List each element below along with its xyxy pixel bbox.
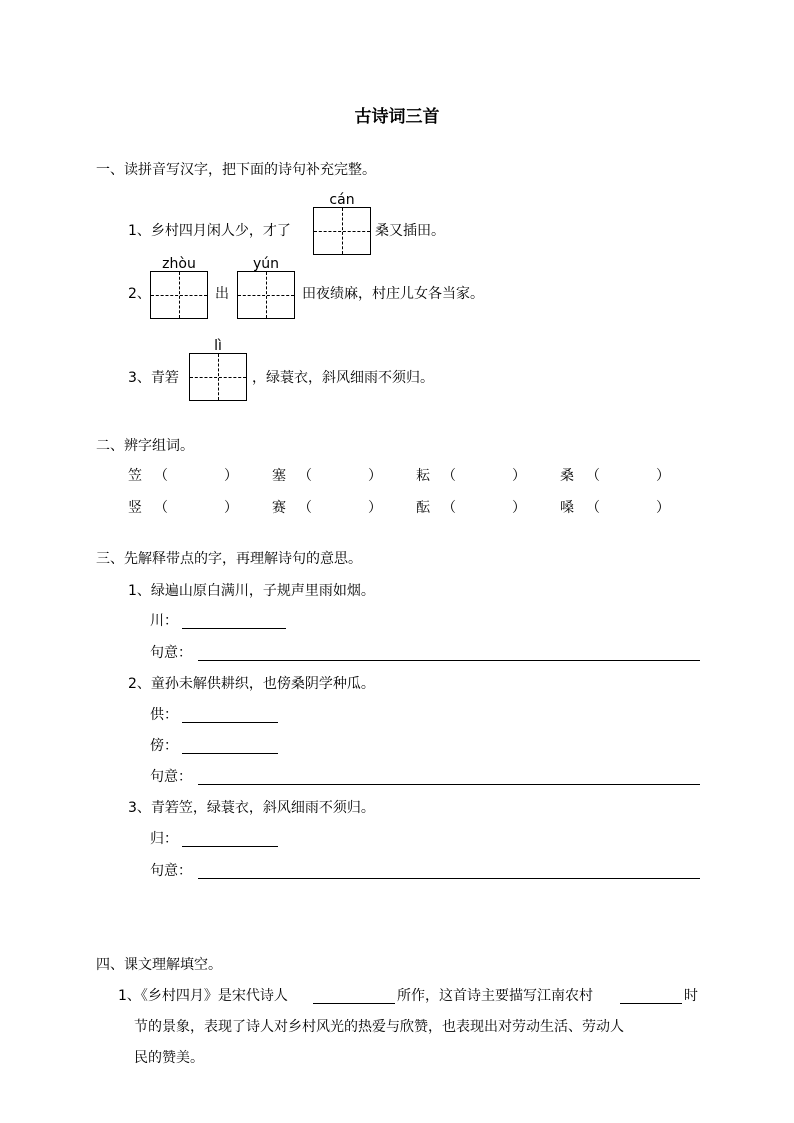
- s1-q2-writing-box-1[interactable]: [150, 271, 208, 319]
- s2-r1-c1-paren[interactable]: （ ）: [154, 468, 238, 484]
- s1-q1-before: 1、乡村四月闲人少，才了: [128, 223, 291, 239]
- s3-q3-meaning-label: 句意：: [150, 863, 192, 879]
- s1-q2-writing-box-2[interactable]: [237, 271, 295, 319]
- s1-q3-after: ，绿蓑衣，斜风细雨不须归。: [252, 370, 434, 386]
- s3-q1-line: 1、绿遍山原白满川，子规声里雨如烟。: [128, 583, 375, 599]
- s3-q3-line: 3、青箬笠，绿蓑衣，斜风细雨不须归。: [128, 800, 375, 816]
- s1-q3-writing-box[interactable]: [189, 353, 247, 401]
- s4-p2: 节的景象，表现了诗人对乡村风光的热爱与欣赞，也表现出对劳动生活、劳动人: [134, 1019, 624, 1035]
- s2-r2-c2-paren[interactable]: （ ）: [298, 500, 382, 516]
- s3-q3-meaning-answer-line[interactable]: [198, 878, 700, 879]
- s3-q2-word1-answer-line[interactable]: [182, 722, 278, 723]
- s3-q2-meaning-label: 句意：: [150, 769, 192, 785]
- s3-q3-word-answer-line[interactable]: [182, 846, 278, 847]
- s3-q2-line: 2、童孙未解供耕织，也傍桑阴学种瓜。: [128, 676, 375, 692]
- s2-r1-c3-char: 耘: [416, 468, 430, 484]
- s4-p3: 民的赞美。: [134, 1050, 204, 1066]
- section1-heading: 一、读拼音写汉字，把下面的诗句补充完整。: [96, 162, 376, 178]
- s2-r1-c4-paren[interactable]: （ ）: [586, 468, 670, 484]
- s2-r1-c2-paren[interactable]: （ ）: [298, 468, 382, 484]
- s3-q1-meaning-label: 句意：: [150, 645, 192, 661]
- s1-q2-pinyin1: zhòu: [162, 256, 196, 272]
- page-title: 古诗词三首: [354, 107, 440, 127]
- section3-heading: 三、先解释带点的字，再理解诗句的意思。: [96, 551, 362, 567]
- section2-heading: 二、辨字组词。: [96, 438, 194, 454]
- s1-q2-pinyin2: yún: [252, 256, 280, 272]
- s2-r2-c1-paren[interactable]: （ ）: [154, 500, 238, 516]
- s1-q1-pinyin: cán: [329, 192, 355, 208]
- s2-r2-c3-paren[interactable]: （ ）: [442, 500, 526, 516]
- s4-p1-part-a: 1、《乡村四月》是宋代诗人: [118, 988, 288, 1004]
- s2-r2-c4-char: 嗓: [560, 500, 574, 516]
- s3-q2-word2-label: 傍：: [150, 738, 178, 754]
- s1-q2-num: 2、: [128, 286, 151, 302]
- s3-q1-word-answer-line[interactable]: [182, 628, 286, 629]
- s3-q2-word2-answer-line[interactable]: [182, 753, 278, 754]
- s2-r2-c3-char: 酝: [416, 500, 430, 516]
- s2-r1-c1-char: 笠: [128, 468, 142, 484]
- section4-heading: 四、课文理解填空。: [96, 957, 222, 973]
- s3-q2-meaning-answer-line[interactable]: [198, 784, 700, 785]
- s1-q2-mid: 出: [215, 286, 229, 302]
- s1-q1-writing-box[interactable]: [313, 207, 371, 255]
- s1-q3-before: 3、青箬: [128, 370, 179, 386]
- s1-q3-pinyin: lì: [214, 338, 222, 354]
- s2-r1-c2-char: 塞: [272, 468, 286, 484]
- s4-p1-part-c: 时: [684, 988, 698, 1004]
- s3-q2-word1-label: 供：: [150, 707, 178, 723]
- s2-r2-c2-char: 赛: [272, 500, 286, 516]
- s2-r1-c4-char: 桑: [560, 468, 574, 484]
- s1-q1-after: 桑又插田。: [375, 223, 445, 239]
- s4-p1-part-b: 所作，这首诗主要描写江南农村: [397, 988, 593, 1004]
- s1-q2-after: 田夜绩麻，村庄儿女各当家。: [302, 286, 484, 302]
- s2-r1-c3-paren[interactable]: （ ）: [442, 468, 526, 484]
- s4-poet-answer-line[interactable]: [313, 1003, 395, 1004]
- s3-q1-word-label: 川：: [150, 613, 178, 629]
- s2-r2-c1-char: 竖: [128, 500, 142, 516]
- s4-season-answer-line[interactable]: [620, 1003, 682, 1004]
- s2-r2-c4-paren[interactable]: （ ）: [586, 500, 670, 516]
- s3-q3-word-label: 归：: [150, 831, 178, 847]
- s3-q1-meaning-answer-line[interactable]: [198, 660, 700, 661]
